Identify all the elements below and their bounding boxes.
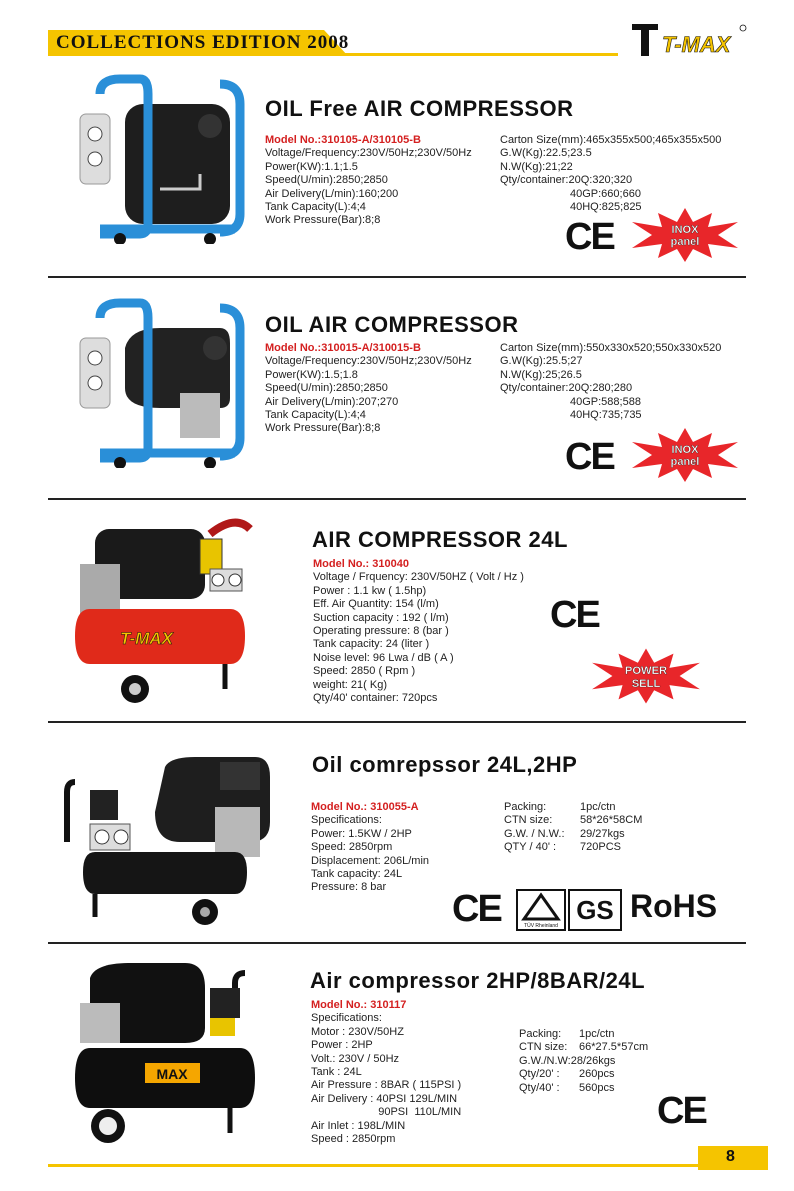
tuv-label: TÜV Rheinland — [524, 923, 558, 929]
spec-line: weight: 21( Kg) — [313, 678, 387, 691]
spec-line: Suction capacity : 192 ( l/m) — [313, 611, 449, 624]
badge-line: SELL — [631, 678, 661, 691]
black-compressor-24l-image — [55, 752, 275, 930]
product-title: OIL AIR COMPRESSOR — [265, 312, 519, 337]
section-divider — [48, 942, 746, 944]
packing-line: Carton Size(mm):550x330x520;550x330x520 — [500, 342, 722, 354]
spec-line: Voltage / Frquency: 230V/50HZ ( Volt / Hz ) — [313, 571, 524, 584]
packing-line: N.W(Kg):25;26.5 — [500, 368, 582, 381]
packing-line: 40GP:660;660 — [570, 187, 641, 200]
product-specs — [265, 342, 472, 436]
power-sell-badge — [590, 648, 702, 704]
packing-row: Packing: 1pc/ctn — [504, 801, 616, 813]
spec-line: Voltage/Frequency:230V/50Hz;230V/50Hz — [265, 355, 472, 368]
packing-line: 40GP:588;588 — [570, 395, 641, 408]
packing-row: CTN size: 66*27.5*57cm — [519, 1041, 649, 1054]
packing-row: G.W. / N.W.: 29/27kgs — [504, 827, 625, 840]
rohs-mark: RoHS — [630, 888, 718, 924]
spec-line: Power : 1.1 kw ( 1.5hp) — [313, 584, 427, 597]
spec-line: Volt.: 230V / 50Hz — [311, 1052, 400, 1065]
spec-line: Specifications: — [311, 1012, 382, 1025]
packing-row: Qty/40' : 560pcs — [519, 1081, 615, 1094]
spec-line: Air Delivery : 40PSI 129L/MIN — [311, 1092, 458, 1105]
spec-line: Power : 2HP — [311, 1039, 373, 1052]
spec-line: Work Pressure(Bar):8;8 — [265, 422, 381, 435]
spec-line: Qty/40' container: 720pcs — [313, 692, 438, 705]
packing-line: G.W(Kg):25.5;27 — [500, 355, 583, 368]
section-divider — [48, 498, 746, 500]
model-number: Model No.: 310055-A — [311, 801, 419, 813]
page-number-box — [698, 1146, 768, 1170]
badge-line: panel — [670, 456, 700, 468]
spec-line: Tank : 24L — [311, 1066, 362, 1079]
spec-line: Power(KW):1.1;1.5 — [265, 160, 358, 173]
spec-line: Pressure: 8 bar — [311, 881, 387, 894]
packing-info — [504, 801, 642, 855]
model-number: Model No.: 310040 — [313, 558, 409, 570]
model-number: Model No.:310105-A/310105-B — [265, 134, 421, 146]
ce-mark: CE — [657, 1090, 706, 1132]
spec-line: Work Pressure(Bar):8;8 — [265, 214, 381, 227]
spec-line: Speed(U/min):2850;2850 — [265, 174, 388, 187]
model-number: Model No.:310015-A/310015-B — [265, 342, 421, 354]
tmax-logo — [630, 18, 750, 58]
spec-line: Specifications: — [311, 814, 382, 827]
packing-row: CTN size: 58*26*58CM — [504, 814, 643, 827]
section-divider — [48, 276, 746, 278]
oil-free-compressor-image — [70, 74, 250, 244]
product-specs — [313, 558, 524, 705]
spec-line: Air Delivery(L/min):160;200 — [265, 187, 399, 200]
product-specs — [311, 801, 429, 895]
product-specs — [265, 134, 472, 228]
spec-line: Air Inlet : 198L/MIN — [311, 1119, 406, 1132]
spec-line: Displacement: 206L/min — [311, 854, 430, 867]
tuv-rheinland-icon — [516, 889, 566, 931]
spec-line: Speed : 2850rpm — [311, 1133, 396, 1146]
product-title: OIL Free AIR COMPRESSOR — [265, 96, 574, 121]
spec-line: Speed: 2850rpm — [311, 841, 393, 854]
packing-line: Qty/container:20Q:280;280 — [500, 382, 633, 395]
tank-logo-text: T-MAX — [120, 629, 173, 648]
packing-info — [500, 342, 721, 422]
packing-line: 40HQ:735;735 — [570, 409, 642, 422]
packing-line: 40HQ:825;825 — [570, 201, 642, 214]
spec-line: Eff. Air Quantity: 154 (l/m) — [313, 598, 439, 611]
model-number: Model No.: 310117 — [311, 999, 407, 1011]
product-title: Air compressor 2HP/8BAR/24L — [310, 968, 646, 993]
ce-mark: CE — [565, 216, 614, 258]
inox-panel-badge — [630, 428, 740, 482]
spec-line: 90PSI 110L/MIN — [311, 1106, 462, 1119]
packing-info — [500, 134, 721, 214]
spec-line: Noise level: 96 Lwa / dB ( A ) — [313, 651, 454, 664]
spec-line: Tank Capacity(L):4;4 — [265, 201, 366, 214]
gs-mark-icon — [568, 889, 622, 931]
footer-line — [48, 1164, 698, 1167]
ce-mark: CE — [452, 888, 501, 930]
spec-line: Air Pressure : 8BAR ( 115PSI ) — [311, 1079, 462, 1092]
tank-logo-text: MAX — [156, 1066, 188, 1082]
product-specs — [311, 999, 461, 1146]
spec-line: Speed: 2850 ( Rpm ) — [313, 665, 416, 678]
product-title: AIR COMPRESSOR 24L — [312, 527, 568, 552]
packing-row: QTY / 40' : 720PCS — [504, 841, 621, 854]
spec-line: Voltage/Frequency:230V/50Hz;230V/50Hz — [265, 147, 472, 160]
spec-line: Air Delivery(L/min):207;270 — [265, 395, 399, 408]
packing-row: Qty/20' : 260pcs — [519, 1068, 615, 1081]
product-title: Oil comrepssor 24L,2HP — [312, 752, 578, 777]
badge-line: INOX — [671, 444, 699, 456]
spec-line: Motor : 230V/50HZ — [311, 1025, 404, 1038]
oil-compressor-image — [70, 298, 250, 468]
section-divider — [48, 721, 746, 723]
packing-row: G.W./N.W:28/26kgs — [519, 1054, 616, 1067]
edition-title: COLLECTIONS EDITION 2008 — [56, 32, 350, 53]
packing-row: Packing: 1pc/ctn — [519, 1028, 615, 1040]
spec-line: Tank capacity: 24L — [311, 868, 403, 881]
packing-line: Carton Size(mm):465x355x500;465x355x500 — [500, 134, 722, 146]
spec-line: Tank capacity: 24 (liter ) — [313, 638, 430, 651]
ce-mark: CE — [565, 436, 614, 478]
packing-line: Qty/container:20Q:320;320 — [500, 174, 633, 187]
gs-label: GS — [576, 895, 614, 925]
spec-line: Power: 1.5KW / 2HP — [311, 827, 412, 840]
badge-line: INOX — [671, 224, 699, 236]
badge-line: panel — [670, 236, 700, 248]
logo-text: T-MAX — [662, 32, 731, 57]
spec-line: Speed(U/min):2850;2850 — [265, 382, 388, 395]
spec-line: Tank Capacity(L):4;4 — [265, 409, 366, 422]
packing-info — [519, 1028, 648, 1095]
spec-line: Operating pressure: 8 (bar ) — [313, 625, 449, 638]
packing-line: N.W(Kg):21;22 — [500, 160, 573, 173]
page-number: 8 — [726, 1148, 735, 1165]
red-compressor-24l-image — [60, 514, 260, 709]
badge-line: POWER — [624, 664, 668, 677]
compressor-2hp-image — [60, 958, 270, 1148]
inox-panel-badge — [630, 208, 740, 262]
spec-line: Power(KW):1.5;1.8 — [265, 368, 358, 381]
ce-mark: CE — [550, 594, 599, 636]
packing-line: G.W(Kg):22.5;23.5 — [500, 147, 592, 160]
